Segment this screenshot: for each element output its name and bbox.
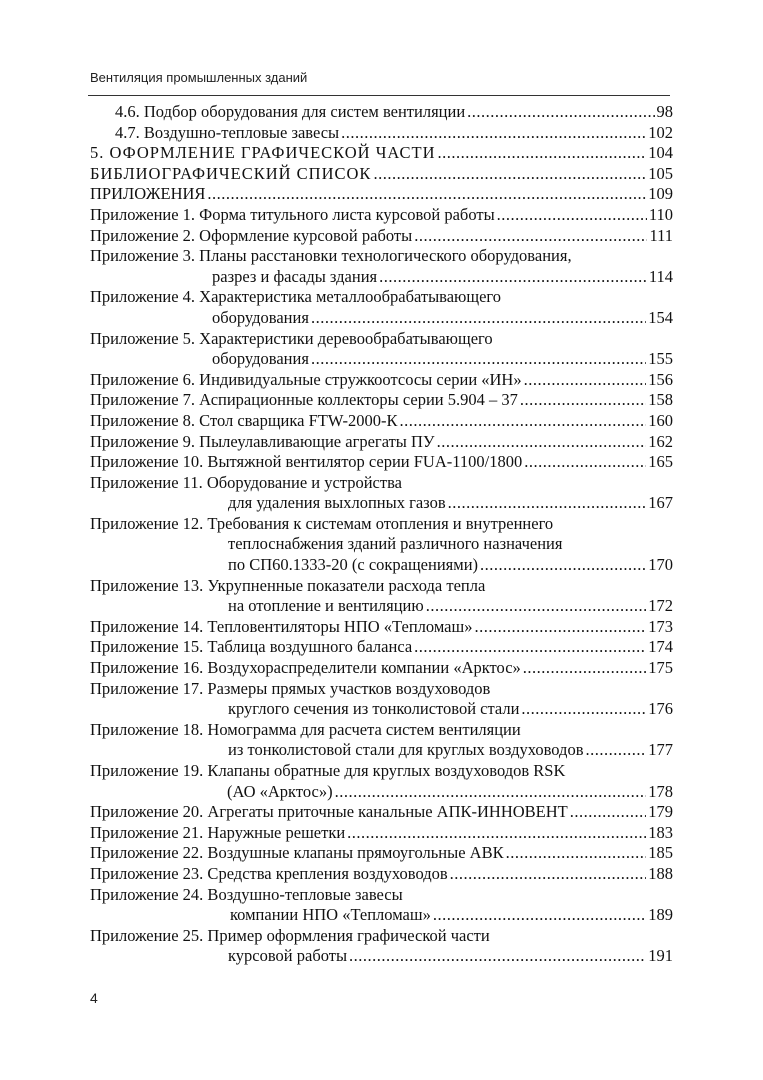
toc-entry-first-line[interactable] [90, 287, 673, 308]
dot-leader [467, 102, 654, 123]
toc-page-number: 188 [648, 863, 673, 883]
dot-leader [349, 946, 646, 967]
toc-entry-continuation[interactable] [90, 349, 673, 370]
dot-leader [207, 184, 646, 205]
toc-entry-first-line[interactable] [90, 885, 673, 906]
dot-leader [335, 782, 647, 803]
toc-entry-title: Приложение 7. Аспирационные коллекторы серии 5.904 – 37 [90, 390, 518, 410]
dot-leader [448, 493, 647, 514]
toc-entry-title: Приложение 3. Планы расстановки технологического оборудования, [90, 246, 572, 266]
toc-entry-title: Приложение 1. Форма титульного листа курсовой работы [90, 204, 495, 224]
dot-leader [480, 555, 646, 576]
toc-entry-title: Приложение 9. Пылеулавливающие агрегаты ПУ [90, 431, 435, 451]
dot-leader [400, 411, 647, 432]
toc-entry[interactable] [90, 205, 673, 226]
toc-entry[interactable] [90, 843, 673, 864]
toc-entry[interactable] [90, 102, 673, 123]
toc-page-number: 173 [648, 616, 673, 636]
dot-leader [347, 823, 646, 844]
toc-entry[interactable] [90, 370, 673, 391]
toc-entry-title: Приложение 15. Таблица воздушного баланса [90, 637, 413, 657]
dot-leader [523, 658, 646, 679]
toc-entry-title-cont: (АО «Арктос») [227, 781, 333, 801]
toc-page-number: 110 [648, 204, 673, 224]
header-divider [88, 95, 670, 96]
toc-entry[interactable] [90, 452, 673, 473]
toc-page-number: 162 [648, 431, 673, 451]
toc-entry-title: Приложение 22. Воздушные клапаны прямоугольные АВК [90, 843, 504, 863]
toc-entry-continuation[interactable] [90, 740, 673, 761]
toc-entry-title: Приложение 6. Индивидуальные стружкоотсосы серии «ИН» [90, 369, 522, 389]
toc-entry[interactable] [90, 184, 673, 205]
toc-entry[interactable] [90, 226, 673, 247]
dot-leader [373, 164, 646, 185]
dot-leader [524, 370, 647, 391]
toc-page-number: 105 [648, 163, 673, 183]
toc-entry-first-line[interactable] [90, 761, 673, 782]
dot-leader [497, 205, 647, 226]
toc-entry[interactable] [90, 658, 673, 679]
toc-entry-continuation[interactable] [90, 596, 673, 617]
running-header: Вентиляция промышленных зданий [90, 70, 308, 85]
toc-page-number: 104 [648, 143, 673, 163]
toc-entry-title: 5. ОФОРМЛЕНИЕ ГРАФИЧЕСКОЙ ЧАСТИ [90, 143, 436, 163]
toc-page-number: 174 [648, 637, 673, 657]
toc-entry-title: Приложение 20. Агрегаты приточные канальные АПК-ИННОВЕНТ [90, 802, 568, 822]
toc-entry-title-cont: оборудования [212, 307, 309, 327]
toc-entry-title: Приложение 21. Наружные решетки [90, 822, 346, 842]
toc-page-number: 176 [648, 699, 673, 719]
dot-leader [414, 226, 647, 247]
dot-leader [520, 390, 646, 411]
toc-entry-title: Приложение 25. Пример оформления графической части [90, 925, 490, 945]
dot-leader [570, 802, 646, 823]
toc-entry-title-cont: теплоснабжения зданий различного назначения [228, 534, 563, 554]
dot-leader [426, 596, 647, 617]
toc-entry[interactable] [90, 864, 673, 885]
toc-entry-title: Приложение 11. Оборудование и устройства [90, 472, 402, 492]
toc-page-number: 160 [648, 410, 673, 430]
toc-entry-title: Приложение 13. Укрупненные показатели расхода тепла [90, 575, 486, 595]
toc-entry-title: ПРИЛОЖЕНИЯ [90, 184, 206, 204]
toc-page-number: 185 [648, 843, 673, 863]
toc-entry-continuation[interactable] [90, 905, 673, 926]
toc-entry[interactable] [90, 123, 673, 144]
toc-entry-continuation[interactable] [90, 308, 673, 329]
toc-page-number: 170 [648, 555, 673, 575]
toc-page-number: 191 [648, 946, 673, 966]
dot-leader [311, 349, 646, 370]
toc-entry-title-cont: для удаления выхлопных газов [228, 493, 446, 513]
dot-leader [438, 143, 647, 164]
toc-page-number: 102 [648, 122, 673, 142]
toc-entry[interactable] [90, 617, 673, 638]
toc-entry-first-line[interactable] [90, 329, 673, 350]
toc-entry-continuation[interactable] [90, 267, 673, 288]
toc-page-number: 179 [648, 802, 673, 822]
toc-entry-title: Приложение 16. Воздухораспределители компании «Арктос» [90, 658, 521, 678]
toc-entry[interactable] [90, 802, 673, 823]
toc-entry-first-line[interactable] [90, 473, 673, 494]
toc-page-number: 175 [648, 658, 673, 678]
toc-entry-title: Приложение 8. Стол сварщика FTW-2000-К [90, 410, 398, 430]
page-number: 4 [90, 990, 98, 1006]
dot-leader [379, 267, 647, 288]
toc-entry-title: Приложение 19. Клапаны обратные для круглых воздуховодов RSK [90, 761, 566, 780]
dot-leader [506, 843, 647, 864]
toc-page-number: 183 [648, 822, 673, 842]
toc-entry-title: Приложение 2. Оформление курсовой работы [90, 225, 413, 245]
toc-entry-title: Приложение 17. Размеры прямых участков воздуховодов [90, 678, 491, 698]
toc-page-number: 158 [648, 390, 673, 410]
toc-entry-first-line[interactable] [90, 514, 673, 535]
dot-leader [341, 123, 646, 144]
toc-entry-title: Приложение 12. Требования к системам отопления и внутреннего [90, 513, 554, 533]
toc-page-number: 189 [648, 905, 673, 925]
toc-entry-title: Приложение 24. Воздушно-тепловые завесы [90, 884, 403, 904]
toc-entry[interactable] [90, 164, 673, 185]
toc-page-number: 177 [648, 740, 673, 760]
dot-leader [311, 308, 646, 329]
toc-entry[interactable] [90, 390, 673, 411]
toc-entry-title: Приложение 14. Тепловентиляторы НПО «Тепломаш» [90, 616, 473, 636]
toc-entry[interactable] [90, 143, 673, 164]
toc-entry-first-line[interactable] [90, 720, 673, 741]
dot-leader [521, 699, 646, 720]
dot-leader [414, 637, 646, 658]
toc-entry-title: 4.6. Подбор оборудования для систем вентиляции [115, 102, 466, 121]
toc-entry-first-line[interactable] [90, 576, 673, 597]
dot-leader [585, 740, 646, 761]
toc-entry-title: 4.7. Воздушно-тепловые завесы [115, 122, 340, 142]
toc-entry-continuation[interactable] [90, 534, 673, 555]
toc-entry-continuation[interactable] [90, 782, 673, 803]
toc-entry-title: Приложение 4. Характеристика металлообрабатывающего [90, 287, 502, 307]
dot-leader [433, 905, 646, 926]
toc-entry-title-cont: оборудования [212, 349, 309, 369]
toc-entry-title-cont: круглого сечения из тонколистовой стали [228, 699, 520, 719]
toc-entry-title: Приложение 18. Номограмма для расчета систем вентиляции [90, 719, 521, 739]
table-of-contents [90, 102, 673, 967]
toc-entry-continuation[interactable] [90, 699, 673, 720]
toc-page-number: 172 [648, 596, 673, 616]
toc-page-number: 167 [648, 493, 673, 513]
toc-page-number: 178 [648, 781, 673, 801]
toc-entry-title: БИБЛИОГРАФИЧЕСКИЙ СПИСОК [90, 163, 372, 183]
toc-page-number: 155 [648, 349, 673, 369]
toc-entry-title-cont: компании НПО «Тепломаш» [230, 905, 431, 925]
toc-entry-first-line[interactable] [90, 926, 673, 947]
toc-entry[interactable] [90, 823, 673, 844]
toc-page-number: 114 [648, 266, 673, 286]
dot-leader [524, 452, 646, 473]
toc-entry-first-line[interactable] [90, 246, 673, 267]
dot-leader [437, 432, 647, 453]
toc-page-number: 165 [648, 452, 673, 472]
toc-entry-title-cont: курсовой работы [228, 946, 348, 966]
toc-page-number: 109 [648, 184, 673, 204]
toc-entry-title-cont: из тонколистовой стали для круглых воздуховодов [228, 740, 584, 760]
toc-entry-title: Приложение 10. Вытяжной вентилятор серии FUA-1100/1800 [90, 452, 523, 472]
toc-entry-title-cont: разрез и фасады здания [212, 266, 378, 286]
dot-leader [474, 617, 646, 638]
toc-page-number: 156 [648, 369, 673, 389]
toc-entry-title: Приложение 5. Характеристики деревообрабатывающего [90, 328, 493, 348]
toc-entry-title-cont: на отопление и вентиляцию [228, 596, 424, 616]
toc-entry[interactable] [90, 411, 673, 432]
toc-entry-continuation[interactable] [90, 555, 673, 576]
toc-page-number: 111 [649, 225, 673, 245]
toc-page-number: 98 [656, 102, 673, 121]
toc-entry-continuation[interactable] [90, 946, 673, 967]
toc-entry-continuation[interactable] [90, 493, 673, 514]
toc-page-number: 154 [648, 307, 673, 327]
toc-entry-first-line[interactable] [90, 679, 673, 700]
toc-entry-title-cont: по СП60.1333-20 (с сокращениями) [228, 555, 479, 575]
toc-entry-title: Приложение 23. Средства крепления воздуховодов [90, 863, 448, 883]
toc-entry[interactable] [90, 637, 673, 658]
toc-entry[interactable] [90, 432, 673, 453]
dot-leader [450, 864, 647, 885]
